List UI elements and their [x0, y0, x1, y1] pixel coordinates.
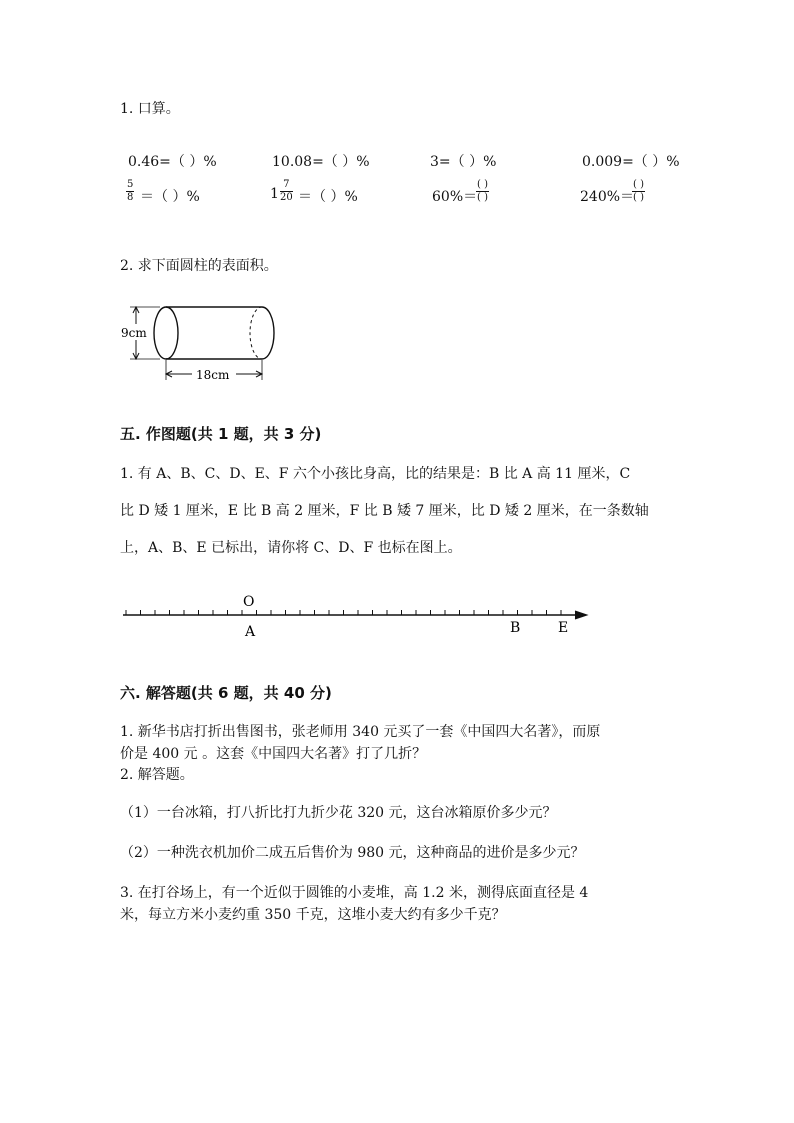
section6-q1-line-1: 1. 新华书店打折出售图书，张老师用 340 元买了一套《中国四大名著》，而原 [120, 724, 601, 740]
fraction-denominator: 20 [280, 192, 293, 203]
q1-item-3: 3=（ ）% [430, 154, 497, 170]
number-line-ticks [126, 610, 561, 615]
q1-item-8-fraction [632, 180, 645, 203]
q1-item-8-left: 240%＝ [580, 189, 635, 205]
section6-q2-part-2: （2）一种洗衣机加价二成五后售价为 980 元，这种商品的进价是多少元？ [120, 845, 585, 861]
section6-q1-line-2: 价是 400 元 。这套《中国四大名著》打了几折？ [120, 746, 427, 762]
section6-q3-line-1: 3. 在打谷场上，有一个近似于圆锥的小麦堆，高 1.2 米，测得底面直径是 4 [120, 885, 589, 901]
q1-item-4: 0.009=（ ）% [582, 154, 680, 170]
q1-heading: 1. 口算。 [120, 101, 180, 117]
fraction-numerator: ( ) [477, 179, 488, 190]
fraction-numerator: 5 [127, 179, 134, 190]
point-b-label: B [510, 620, 521, 636]
length-label: 18cm [196, 368, 230, 382]
cylinder-diagram [118, 298, 288, 388]
section6-q3-line-2: 米，每立方米小麦约重 350 千克，这堆小麦大约有多少千克？ [120, 907, 506, 923]
fraction-numerator: ( ) [633, 179, 644, 190]
q1-item-1: 0.46=（ ）% [128, 154, 217, 170]
section6-q2-part-1: （1）一台冰箱，打八折比打九折少花 320 元，这台冰箱原价多少元？ [120, 805, 557, 821]
q1-item-6-rest: ＝（ ）% [298, 189, 358, 205]
fraction-denominator: 8 [127, 192, 134, 203]
q1-item-5-fraction [126, 180, 134, 203]
diameter-label: 9cm [121, 326, 147, 340]
point-e-label: E [558, 620, 569, 636]
q1-item-6-whole: 1 [270, 186, 279, 202]
number-line [118, 588, 598, 644]
section5-text-line-3: 上，A、B、E 已标出，请你将 C、D、F 也标在图上。 [120, 540, 462, 556]
section5-text-line-1: 1. 有 A、B、C、D、E、F 六个小孩比身高，比的结果是：B 比 A 高 11 厘米，C [120, 466, 631, 482]
origin-label: O [243, 594, 255, 610]
q1-item-6-fraction [280, 180, 293, 203]
point-a-label: A [245, 624, 256, 640]
q1-item-7-fraction [476, 180, 489, 203]
q1-item-5-rest: ＝（ ）% [140, 189, 200, 205]
q1-item-7-left: 60%＝ [432, 189, 478, 205]
section6-title: 六. 解答题(共 6 题，共 40 分) [120, 684, 332, 702]
fraction-denominator: ( ) [477, 192, 488, 203]
q1-item-2: 10.08=（ ）% [272, 154, 370, 170]
fraction-numerator: 7 [283, 179, 290, 190]
section5-title: 五. 作图题(共 1 题，共 3 分) [120, 425, 322, 443]
fraction-denominator: ( ) [633, 192, 644, 203]
q2-heading: 2. 求下面圆柱的表面积。 [120, 258, 278, 274]
section5-text-line-2: 比 D 矮 1 厘米，E 比 B 高 2 厘米，F 比 B 矮 7 厘米，比 D 矮 2 厘米，在一条数轴 [120, 503, 649, 519]
section6-q2-heading: 2. 解答题。 [120, 767, 194, 783]
